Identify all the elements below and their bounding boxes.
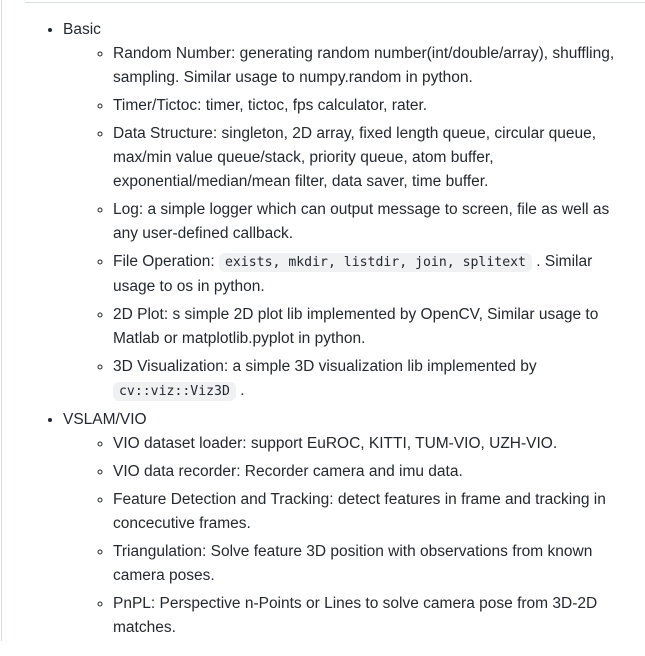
sub-list (63, 42, 617, 404)
sub-list-item-text: VIO dataset loader: support EuROC, KITTI, TUM-VIO, UZH-VIO. (113, 435, 558, 452)
sub-list-item-text: Feature Detection and Tracking: detect features in frame and tracking in concecutive frames. (113, 491, 606, 532)
sub-list-item (113, 250, 617, 299)
feature-list (33, 18, 617, 640)
sub-list (63, 432, 617, 640)
top-list-item-label: VSLAM/VIO (63, 411, 147, 428)
sub-list-item-text: Timer/Tictoc: timer, tictoc, fps calculator, rater. (113, 97, 428, 114)
top-list-item (63, 408, 617, 640)
top-list-item (63, 18, 617, 404)
sub-list-item-text: . (235, 382, 245, 399)
sub-list-item (113, 460, 617, 484)
sub-list-item-text: File Operation: (113, 253, 219, 270)
sub-list-item (113, 303, 617, 351)
sub-list-item (113, 488, 617, 536)
sub-list-item (113, 94, 617, 118)
sub-list-item (113, 198, 617, 246)
sub-list-item (113, 42, 617, 90)
sub-list-item-text: 3D Visualization: a simple 3D visualization lib implemented by (113, 358, 537, 375)
content-left-border (1, 0, 2, 641)
sub-list-item-text: Data Structure: singleton, 2D array, fixed length queue, circular queue, max/min value queue/stack, priority queue, atom buffer, exponential/median/mean filter, data saver, time buffer. (113, 125, 597, 190)
inline-code: exists, mkdir, listdir, join, splitext (219, 253, 532, 272)
sub-list-item (113, 592, 617, 640)
sub-list-item-text: Log: a simple logger which can output message to screen, file as well as any user-defined callback. (113, 201, 610, 242)
sub-list-item-text: PnPL: Perspective n-Points or Lines to solve camera pose from 3D-2D matches. (113, 595, 598, 636)
sub-list-item (113, 122, 617, 194)
sub-list-item-text: . Similar usage to os in python. (113, 253, 593, 295)
sub-list-item (113, 355, 617, 404)
top-list-item-label: Basic (63, 21, 101, 38)
sub-list-item-text: 2D Plot: s simple 2D plot lib implemented by OpenCV, Similar usage to Matlab or matplotlib.pyplot in python. (113, 306, 599, 347)
sub-list-item (113, 540, 617, 588)
inline-code: cv::viz::Viz3D (113, 382, 236, 401)
sub-list-item-text: Triangulation: Solve feature 3D position with observations from known camera poses. (113, 543, 593, 584)
sub-list-item-text: Random Number: generating random number(int/double/array), shuffling, sampling. Similar usage to numpy.random in python. (113, 45, 615, 86)
readme-markdown-body (33, 2, 617, 656)
sub-list-item (113, 432, 617, 456)
sub-list-item-text: VIO data recorder: Recorder camera and imu data. (113, 463, 463, 480)
